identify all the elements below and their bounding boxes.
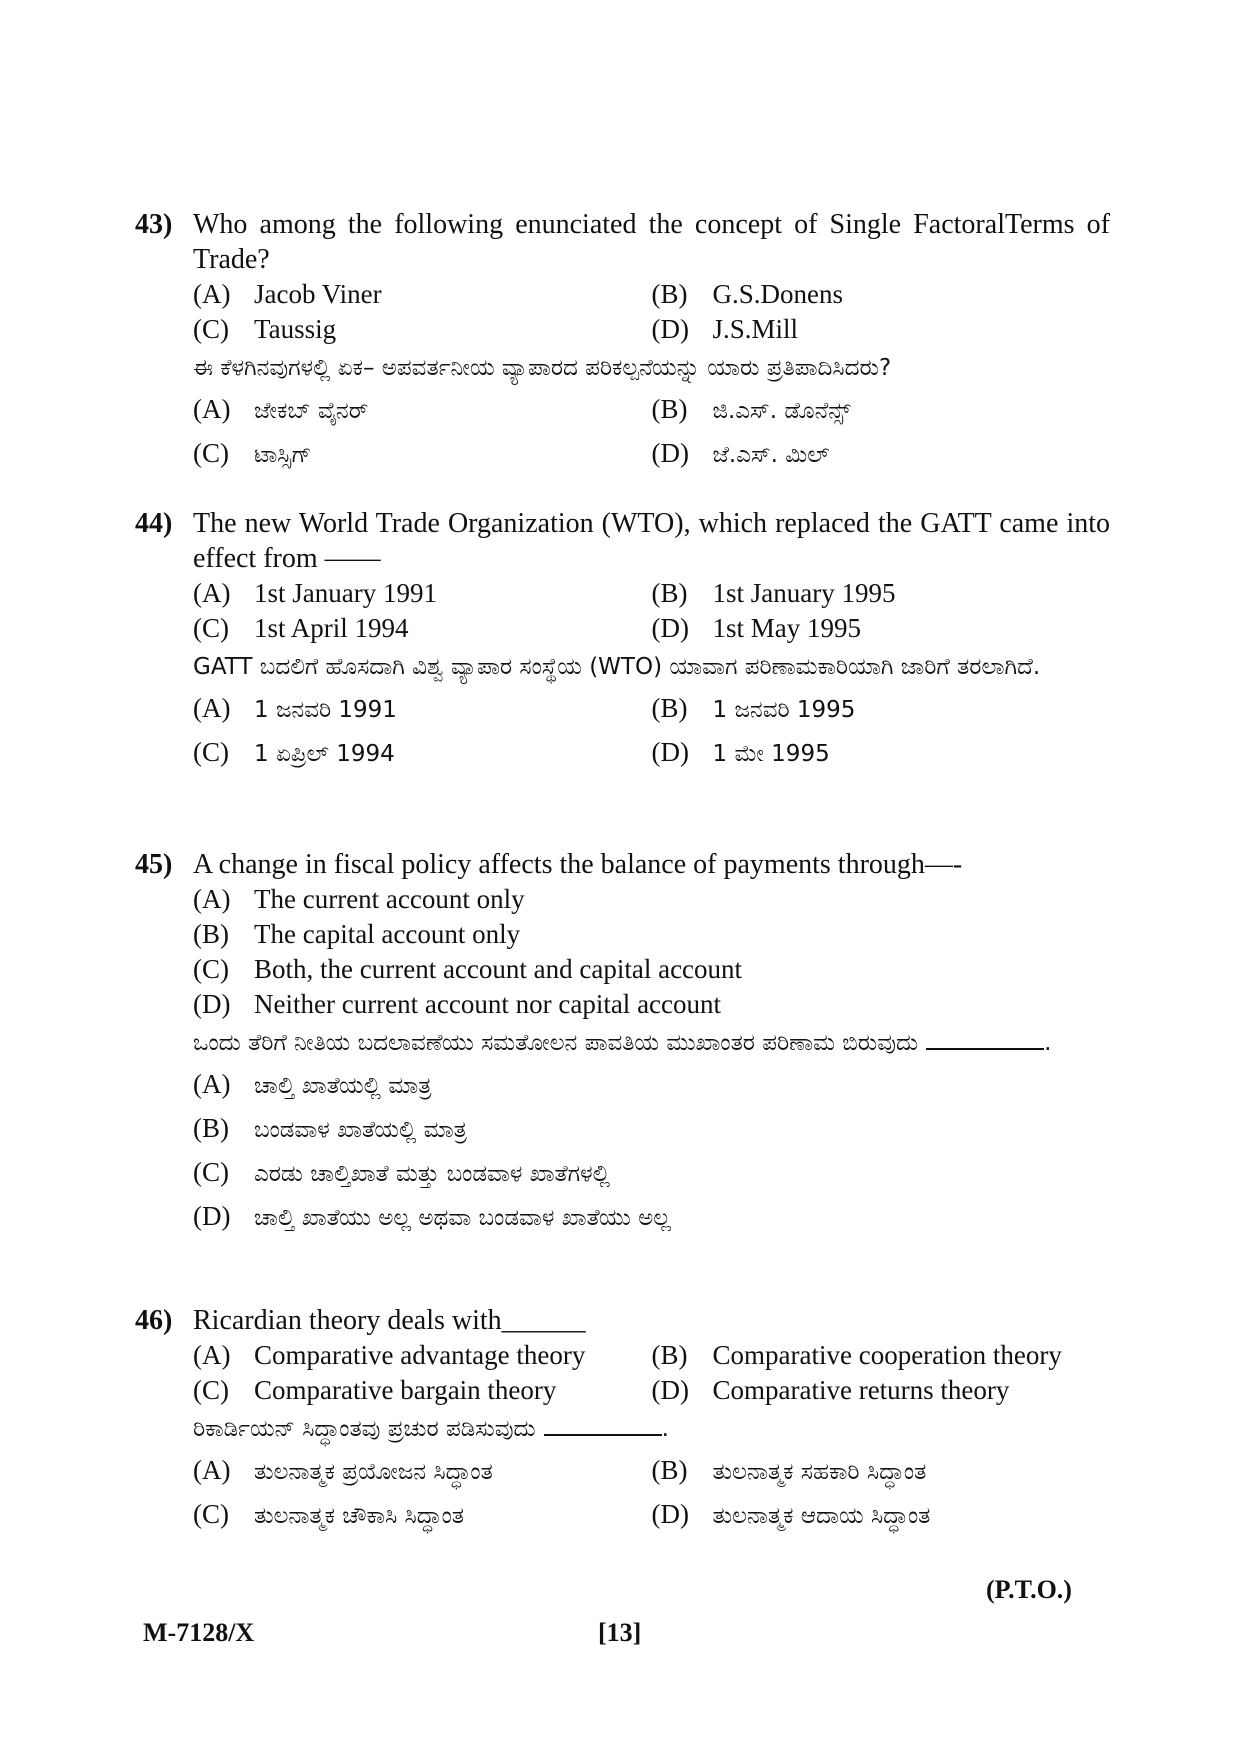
kn-options bbox=[193, 686, 1110, 774]
option-a: (A) The current account only bbox=[193, 884, 525, 914]
question-text: A change in fiscal policy affects the balance of payments through—- bbox=[193, 849, 963, 880]
question-44-kn: GATT ಬದಲಿಗೆ ಹೊಸದಾಗಿ ವಿಶ್ವ ವ್ಯಾಪಾರ ಸಂಸ್ಥೆಯ (WTO) ಯಾವಾಗ ಪರಿಣಾಮಕಾರಿಯಾಗಿ ಜಾರಿಗೆ ತರಲಾಗಿದೆ. bbox=[193, 654, 1041, 680]
option-c: (C) Both, the current account and capital account bbox=[193, 954, 743, 984]
question-44 bbox=[135, 506, 1110, 774]
kn-option-d: (D) ಚಾಲ್ತಿ ಖಾತೆಯು ಅಲ್ಲ ಅಥವಾ ಬಂಡವಾಳ ಖಾತೆಯು ಅಲ್ಲ bbox=[193, 1201, 671, 1231]
question-43 bbox=[135, 207, 1110, 475]
kn-options bbox=[193, 1448, 1110, 1536]
kn-option-c: (C) ತುಲನಾತ್ಮಕ ಚೌಕಾಸಿ ಸಿದ್ಧಾಂತ bbox=[193, 1499, 464, 1529]
question-text: The new World Trade Organization (WTO), which replaced the GATT came into effect from —— bbox=[193, 508, 1110, 574]
kn-option-a: (A) ಜೇಕಬ್ ವೈನರ್ bbox=[193, 394, 369, 424]
question-45-kn: ಒಂದು ತೆರಿಗೆ ನೀತಿಯ ಬದಲಾವಣೆಯು ಸಮತೋಲನ ಪಾವತಿಯ ಮುಖಾಂತರ ಪರಿಣಾಮ ಬಿರುವುದು . bbox=[193, 1024, 1110, 1062]
question-45 bbox=[135, 847, 1110, 1238]
question-46-en bbox=[135, 1303, 1110, 1338]
question-text: Ricardian theory deals with______ bbox=[193, 1305, 586, 1336]
en-options bbox=[193, 1338, 1110, 1408]
pto-label: (P.T.O.) bbox=[986, 1575, 1072, 1604]
question-43-kn: ಈ ಕೆಳಗಿನವುಗಳಲ್ಲಿ ಏಕ– ಅಪವರ್ತನೀಯ ವ್ಯಾಪಾರದ ಪರಿಕಲ್ಪನೆಯನ್ನು ಯಾರು ಪ್ರತಿಪಾದಿಸಿದರು? bbox=[193, 355, 892, 381]
option-c: (C) 1st April 1994 bbox=[193, 613, 409, 643]
kn-option-c: (C) ಟಾಸ್ಸಿಗ್ bbox=[193, 438, 312, 468]
question-46-kn: ರಿಕಾರ್ಡಿಯನ್ ಸಿದ್ಧಾಂತವು ಪ್ರಚುರ ಪಡಿಸುವುದು . bbox=[193, 1410, 1110, 1448]
en-options bbox=[193, 277, 1110, 347]
option-d: (D) Neither current account nor capital account bbox=[193, 989, 722, 1019]
kn-option-d: (D) 1 ಮೇ 1995 bbox=[651, 737, 830, 767]
kn-option-a: (A) ಚಾಲ್ತಿ ಖಾತೆಯಲ್ಲಿ ಮಾತ್ರ bbox=[193, 1069, 432, 1099]
question-number: 45) bbox=[135, 849, 173, 880]
question-43-en bbox=[135, 207, 1110, 277]
question-46 bbox=[135, 1303, 1110, 1536]
option-a: (A) Comparative advantage theory bbox=[193, 1340, 586, 1370]
option-b: (B) Comparative cooperation theory bbox=[651, 1340, 1062, 1370]
kn-options bbox=[193, 1062, 1110, 1238]
answer-blank bbox=[926, 1026, 1044, 1050]
question-text: Who among the following enunciated the concept of Single FactoralTerms of Trade? bbox=[193, 209, 1110, 275]
question-number: 46) bbox=[135, 1305, 173, 1336]
kn-option-d: (D) ತುಲನಾತ್ಮಕ ಆದಾಯ ಸಿದ್ಧಾಂತ bbox=[651, 1499, 931, 1529]
kn-option-a: (A) ತುಲನಾತ್ಮಕ ಪ್ರಯೋಜನ ಸಿದ್ಧಾಂತ bbox=[193, 1455, 493, 1485]
kn-option-a: (A) 1 ಜನವರಿ 1991 bbox=[193, 693, 397, 723]
kn-options bbox=[193, 387, 1110, 475]
question-44-en bbox=[135, 506, 1110, 576]
en-options bbox=[193, 882, 1110, 1022]
page-number: [13] bbox=[598, 1618, 642, 1647]
kn-option-c: (C) ಎರಡು ಚಾಲ್ತಿಖಾತೆ ಮತ್ತು ಬಂಡವಾಳ ಖಾತೆಗಳಲ್ಲಿ bbox=[193, 1157, 610, 1187]
option-b: (B) G.S.Donens bbox=[651, 279, 844, 309]
question-number: 43) bbox=[135, 209, 173, 240]
kn-option-b: (B) ಜಿ.ಎಸ್. ಡೊನೆನ್ಸ್ bbox=[651, 394, 851, 424]
option-d: (D) 1st May 1995 bbox=[651, 613, 861, 643]
kn-option-b: (B) 1 ಜನವರಿ 1995 bbox=[651, 693, 856, 723]
en-options bbox=[193, 576, 1110, 646]
option-a: (A) 1st January 1991 bbox=[193, 578, 437, 608]
option-a: (A) Jacob Viner bbox=[193, 279, 382, 309]
paper-code: M-7128/X bbox=[143, 1618, 255, 1647]
option-b: (B) The capital account only bbox=[193, 919, 521, 949]
option-b: (B) 1st January 1995 bbox=[651, 578, 896, 608]
option-c: (C) Comparative bargain theory bbox=[193, 1375, 557, 1405]
option-c: (C) Taussig bbox=[193, 314, 337, 344]
kn-option-b: (B) ತುಲನಾತ್ಮಕ ಸಹಕಾರಿ ಸಿದ್ಧಾಂತ bbox=[651, 1455, 927, 1485]
kn-option-b: (B) ಬಂಡವಾಳ ಖಾತೆಯಲ್ಲಿ ಮಾತ್ರ bbox=[193, 1113, 467, 1143]
option-d: (D) Comparative returns theory bbox=[651, 1375, 1010, 1405]
question-number: 44) bbox=[135, 508, 173, 539]
answer-blank bbox=[544, 1412, 662, 1436]
kn-option-c: (C) 1 ಏಪ್ರಿಲ್ 1994 bbox=[193, 737, 395, 767]
kn-option-d: (D) ಜೆ.ಎಸ್. ಮಿಲ್ bbox=[651, 438, 830, 468]
question-45-en bbox=[135, 847, 1110, 882]
option-d: (D) J.S.Mill bbox=[651, 314, 799, 344]
